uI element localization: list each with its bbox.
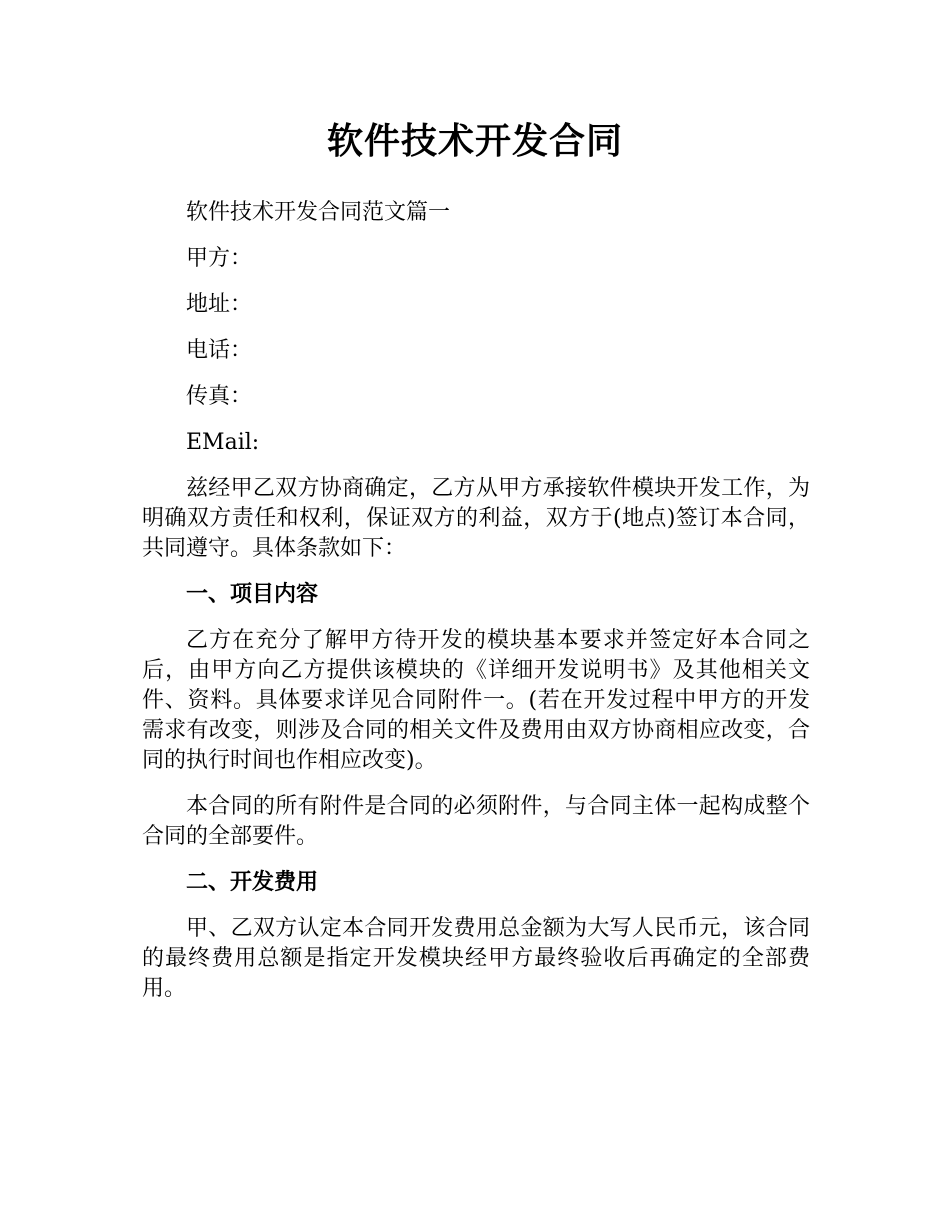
fax-field: 传真： xyxy=(186,384,253,409)
section-paragraph: 甲、乙双方认定本合同开发费用总金额为大写人民币元，该合同的最终费用总额是指定开发模块经甲方最终验收后再确定的全部费用。 xyxy=(142,916,810,1001)
document-title: 软件技术开发合同 xyxy=(326,121,623,162)
section-paragraph: 乙方在充分了解甲方待开发的模块基本要求并签定好本合同之后，由甲方向乙方提供该模块的《详细开发说明书》及其他相关文件、资料。具体要求详见合同附件一。(若在开发过程中甲方的开发需求有改变，则涉及合同的相关文件及费用由双方协商相应改变，合同的执行时间也作相应改变)。 xyxy=(142,628,810,773)
section-heading-project-content: 一、项目内容 xyxy=(186,582,319,607)
document-subtitle: 软件技术开发合同范文篇一 xyxy=(186,200,451,225)
phone-field: 电话： xyxy=(186,338,253,363)
document-body xyxy=(142,198,810,1020)
intro-paragraph: 兹经甲乙双方协商确定，乙方从甲方承接软件模块开发工作，为明确双方责任和权利，保证双方的利益，双方于(地点)签订本合同，共同遵守。具体条款如下： xyxy=(142,476,810,561)
section-heading-development-fee: 二、开发费用 xyxy=(186,870,319,895)
address-field: 地址： xyxy=(186,292,253,317)
section-paragraph: 本合同的所有附件是合同的必须附件，与合同主体一起构成整个合同的全部要件。 xyxy=(142,794,810,849)
email-field: EMail: xyxy=(186,430,260,455)
party-a-field: 甲方： xyxy=(186,246,253,271)
